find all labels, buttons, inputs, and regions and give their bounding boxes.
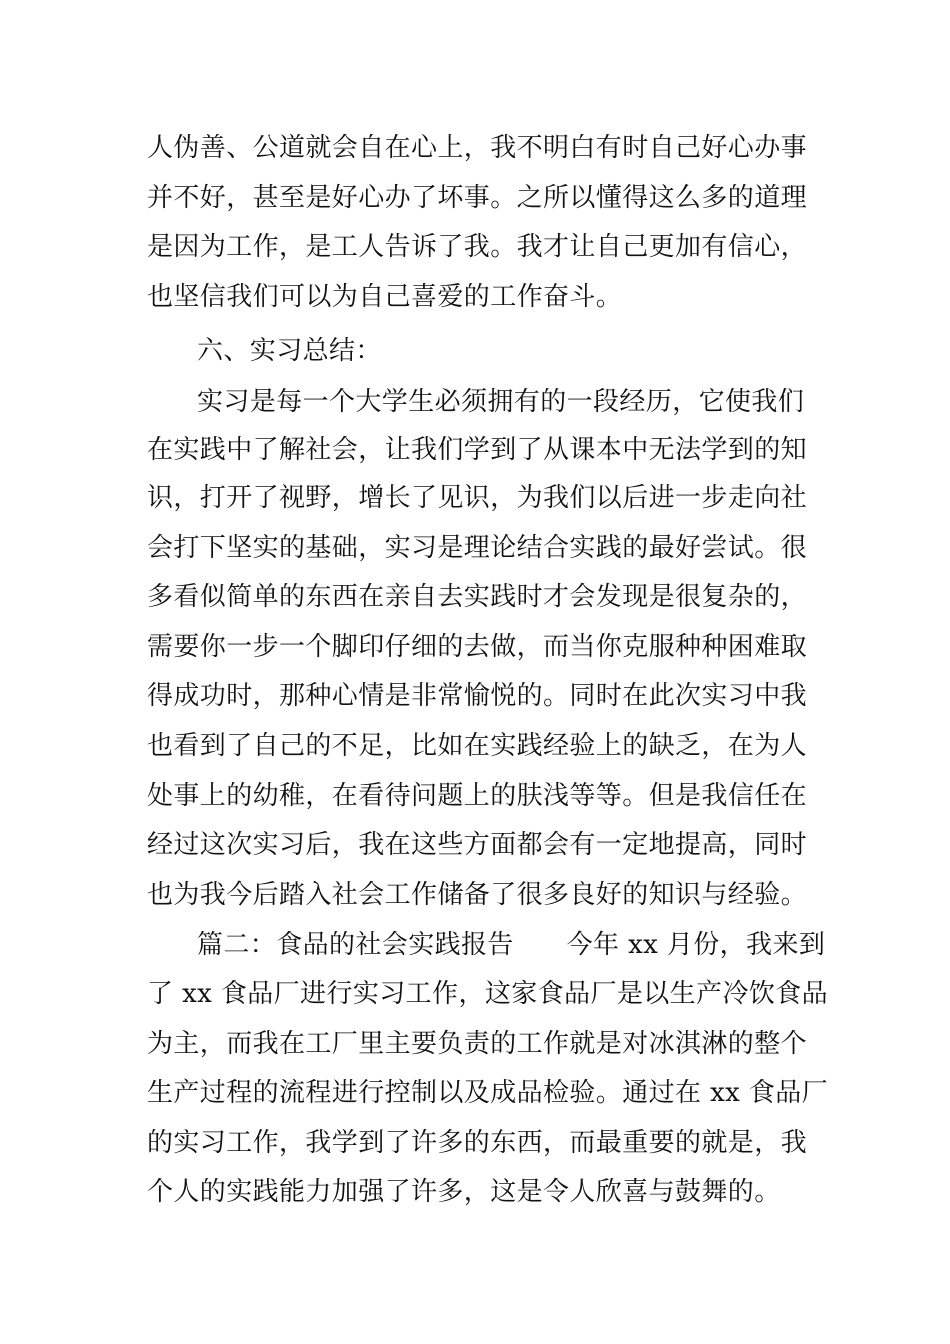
text-line: 多看似简单的东西在亲自去实践时才会发现是很复杂的， <box>147 582 808 612</box>
text-line: 经过这次实习后，我在这些方面都会有一定地提高，同时 <box>147 830 808 860</box>
text-line: 生产过程的流程进行控制以及成品检验。通过在 xx 食品厂 <box>147 1078 829 1108</box>
section-heading: 篇二：食品的社会实践报告 今年 xx 月份，我来到 <box>197 930 826 960</box>
text-line: 也看到了自己的不足，比如在实践经验上的缺乏，在为人 <box>147 731 808 761</box>
text-line: 处事上的幼稚，在看待问题上的肤浅等等。但是我信任在 <box>147 781 808 811</box>
text-line: 得成功时，那种心情是非常愉悦的。同时在此次实习中我 <box>147 681 808 711</box>
text-line: 会打下坚实的基础，实习是理论结合实践的最好尝试。很 <box>147 533 808 563</box>
text-line: 识，打开了视野，增长了见识，为我们以后进一步走向社 <box>147 483 808 513</box>
text-line: 是因为工作，是工人告诉了我。我才让自己更加有信心， <box>147 232 808 262</box>
text-line: 实习是每一个大学生必须拥有的一段经历，它使我们 <box>197 387 805 417</box>
text-line: 在实践中了解社会，让我们学到了从课本中无法学到的知 <box>147 435 808 465</box>
text-line: 了 xx 食品厂进行实习工作，这家食品厂是以生产冷饮食品 <box>147 979 829 1009</box>
text-line: 个人的实践能力加强了许多，这是令人欣喜与鼓舞的。 <box>147 1177 781 1207</box>
section-heading: 六、实习总结： <box>197 336 382 366</box>
text-line: 需要你一步一个脚印仔细的去做，而当你克服种种困难取 <box>147 632 808 662</box>
text-line: 的实习工作，我学到了许多的东西，而最重要的就是，我 <box>147 1128 808 1158</box>
text-line: 也坚信我们可以为自己喜爱的工作奋斗。 <box>147 282 623 312</box>
text-line: 为主，而我在工厂里主要负责的工作就是对冰淇淋的整个 <box>147 1029 808 1059</box>
text-line: 人伪善、公道就会自在心上，我不明白有时自己好心办事 <box>147 133 808 163</box>
text-line: 并不好，甚至是好心办了坏事。之所以懂得这么多的道理 <box>147 183 808 213</box>
text-line: 也为我今后踏入社会工作储备了很多良好的知识与经验。 <box>147 880 808 910</box>
